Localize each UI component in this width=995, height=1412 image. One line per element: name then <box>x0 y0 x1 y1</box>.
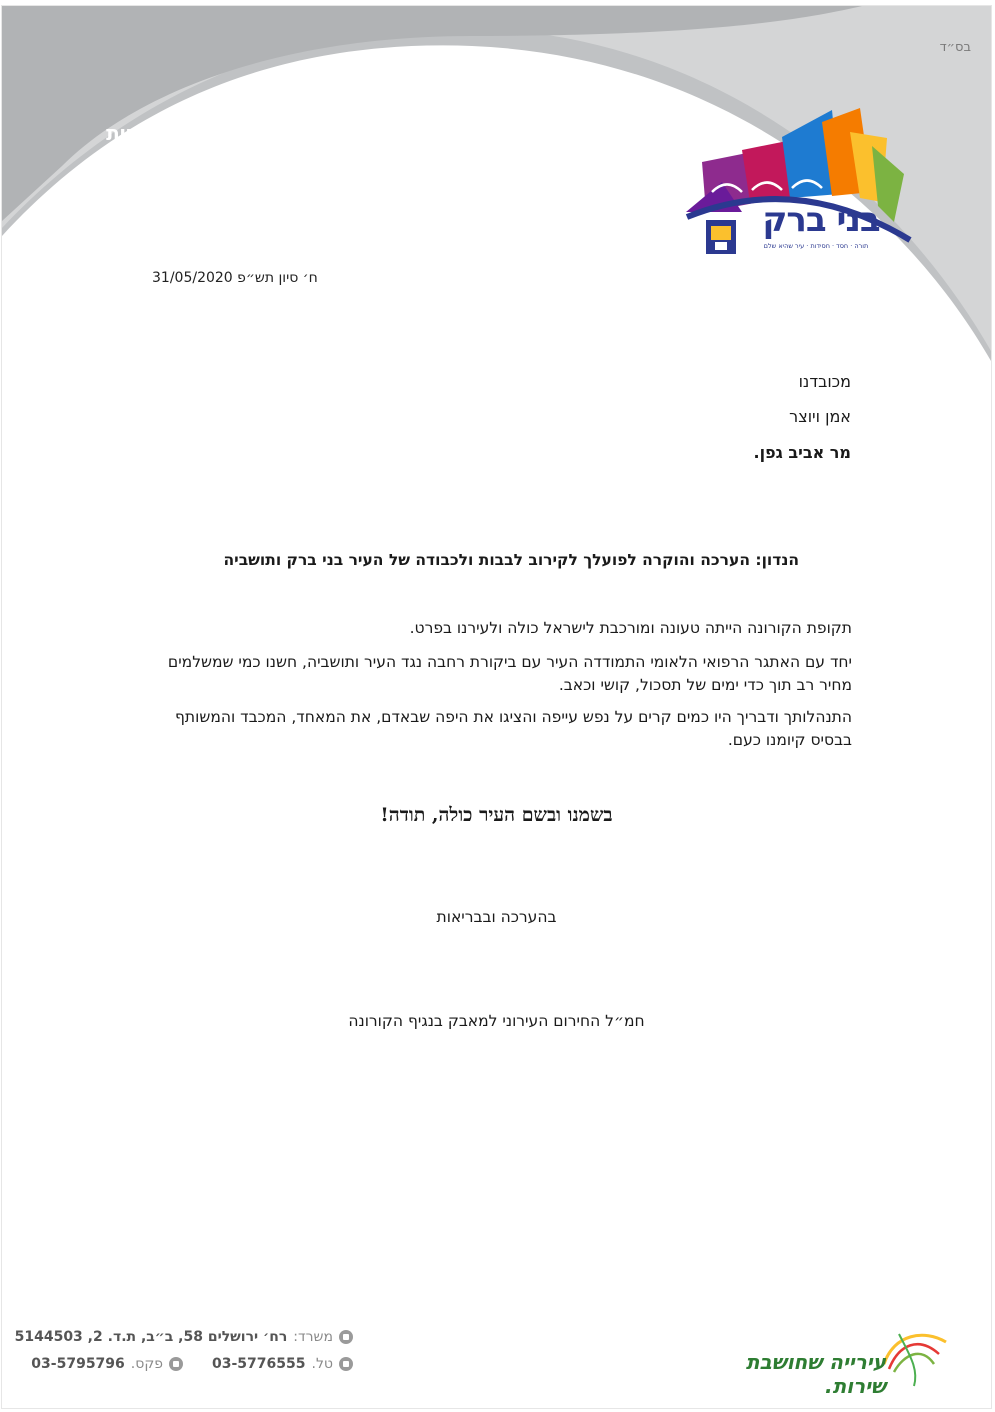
home-icon <box>339 1330 353 1344</box>
recipient-line-1: מכובדנו <box>798 372 851 391</box>
slogan-text: עירייה שחושבת שירות. <box>745 1350 886 1398</box>
footer-fax <box>31 1356 183 1372</box>
fax-icon <box>169 1357 183 1371</box>
body-paragraph-1: תקופת הקורונה הייתה טעונה ומורכבת לישראל כולה ולעירנו בפרט. <box>409 619 852 637</box>
office-address: רח׳ ירושלים 58, ב״ב, ת.ד. 2, 5144503 <box>14 1329 288 1345</box>
fax-number: 03-5795796 <box>31 1356 125 1372</box>
body-paragraph-2: יחד עם האתגר הרפואי הלאומי התמודדה העיר עם ביקורת רחבה נגד העיר ותושביה, חשנו כמי שמשלמים מחיר רב תוך כדי ימים של תסכול, קושי וכאב. <box>167 653 852 694</box>
badge-line-1: עיריית <box>106 121 163 145</box>
logo-tagline: תורה · חסד · חסידות · עיר שהיא שלם <box>763 242 869 250</box>
thanks-line: בשמנו ובשם העיר כולה, תודה! <box>380 804 613 826</box>
signature-line: חמ״ל החירום העירוני למאבק בנגיף הקורונה <box>348 1012 645 1030</box>
letter-date: ח׳ סיון תש״פ 31/05/2020 <box>152 270 318 286</box>
fax-label: פקס. <box>130 1356 163 1372</box>
letter-page <box>2 6 991 1408</box>
bsd-mark: בס״ד <box>939 40 971 55</box>
badge-line-2: בני ברק <box>97 146 172 170</box>
footer-office <box>15 1329 353 1345</box>
recipient-name: מר אביב גפן. <box>753 443 851 462</box>
phone-icon <box>339 1357 353 1371</box>
phone-number: 03-5776555 <box>212 1356 306 1372</box>
phone-label: טל. <box>311 1356 333 1372</box>
closing-line: בהערכה ובבריאות <box>436 908 557 926</box>
logo-name: בני ברק <box>762 200 880 240</box>
footer-phone <box>212 1356 353 1372</box>
recipient-line-2: אמן ויוצר <box>789 407 851 426</box>
body-paragraph-3: התנהלותך ודבריך היו כמים קרים על נפש עייפה והציגו את היפה שבאדם, את המאחד, המכבד והמשותף בבסיס קיומנו כעם. <box>175 708 852 749</box>
letter-subject: הנדון: הערכה והוקרה לפועלך לקירוב לבבות ולכבודה של העיר בני ברק ותושביה <box>223 551 799 569</box>
municipality-badge <box>72 101 197 191</box>
office-label: משרד: <box>293 1329 333 1345</box>
